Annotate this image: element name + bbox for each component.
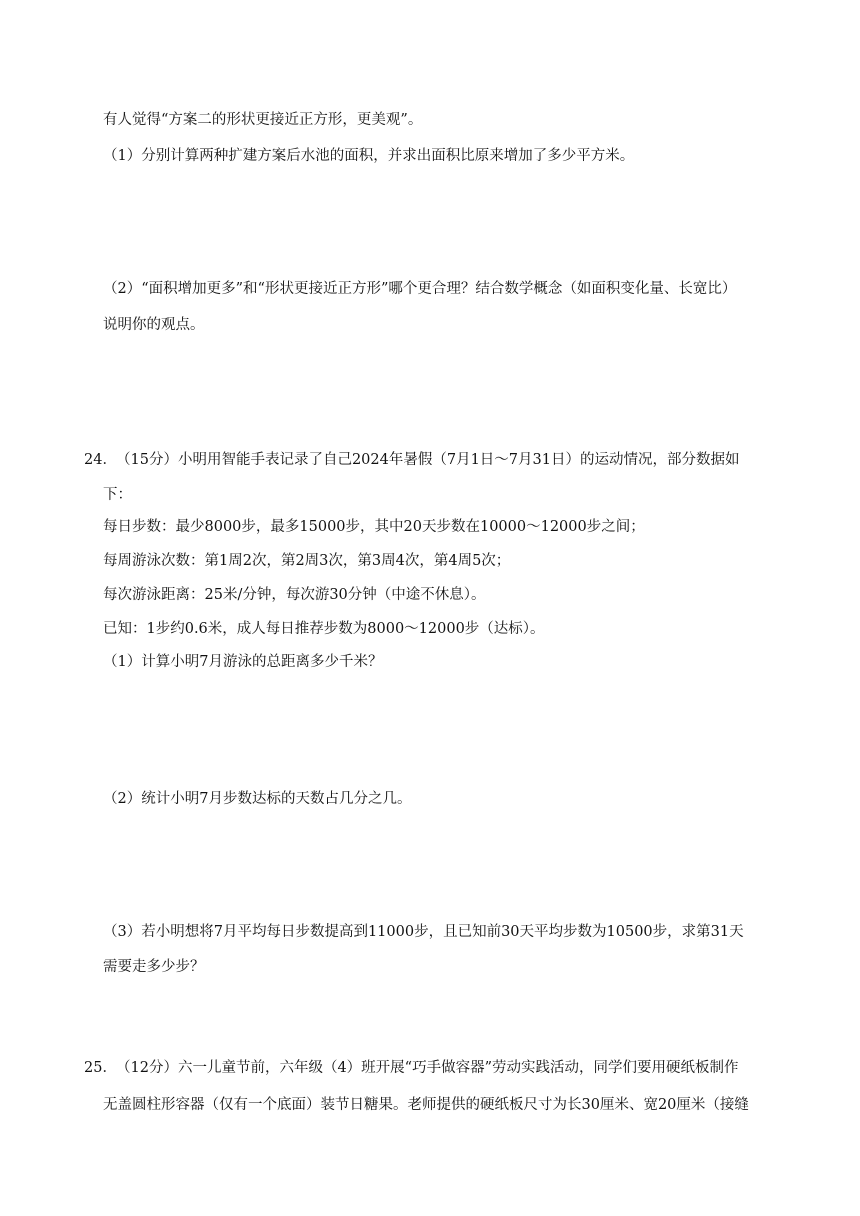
q24-part2: （2）统计小明7月步数达标的天数占几分之几。 bbox=[103, 791, 412, 807]
q25-number: 25． bbox=[84, 1060, 117, 1076]
q23-part2-line2: 说明你的观点。 bbox=[103, 317, 205, 333]
q23-intro-tail: 有人觉得“方案二的形状更接近正方形，更美观”。 bbox=[103, 112, 423, 128]
q24-data-steps: 每日步数：最少8000步，最多15000步，其中20天步数在10000～12000步之间； bbox=[103, 519, 645, 535]
q24-part3-line1: （3）若小明想将7月平均每日步数提高到11000步，且已知前30天平均步数为10500步，求第31天 bbox=[103, 924, 744, 940]
q24-header-line2: 下： bbox=[103, 487, 132, 503]
q24-number: 24． bbox=[84, 452, 117, 468]
q23-part2-line1: （2）“面积增加更多”和“形状更接近正方形”哪个更合理？结合数学概念（如面积变化量、长宽比） bbox=[103, 281, 737, 297]
q24-known: 已知：1步约0.6米，成人每日推荐步数为8000～12000步（达标）。 bbox=[103, 621, 545, 637]
q24-part3-line2: 需要走多少步？ bbox=[103, 959, 205, 975]
q25-line1: （12分）六一儿童节前，六年级（4）班开展“巧手做容器”劳动实践活动，同学们要用硬纸板制作 bbox=[116, 1060, 739, 1076]
q23-part1: （1）分别计算两种扩建方案后水池的面积，并求出面积比原来增加了多少平方米。 bbox=[103, 148, 635, 164]
q24-header-line1: （15分）小明用智能手表记录了自己2024年暑假（7月1日～7月31日）的运动情况，部分数据如 bbox=[116, 452, 740, 468]
q24-data-swim-count: 每周游泳次数：第1周2次，第2周3次，第3周4次，第4周5次； bbox=[103, 553, 511, 569]
q24-part1: （1）计算小明7月游泳的总距离多少千米？ bbox=[103, 654, 383, 670]
q24-data-swim-distance: 每次游泳距离：25米/分钟，每次游30分钟（中途不休息）。 bbox=[103, 587, 486, 603]
q25-line2: 无盖圆柱形容器（仅有一个底面）装节日糖果。老师提供的硬纸板尺寸为长30厘米、宽20厘米（接缝 bbox=[103, 1097, 749, 1113]
